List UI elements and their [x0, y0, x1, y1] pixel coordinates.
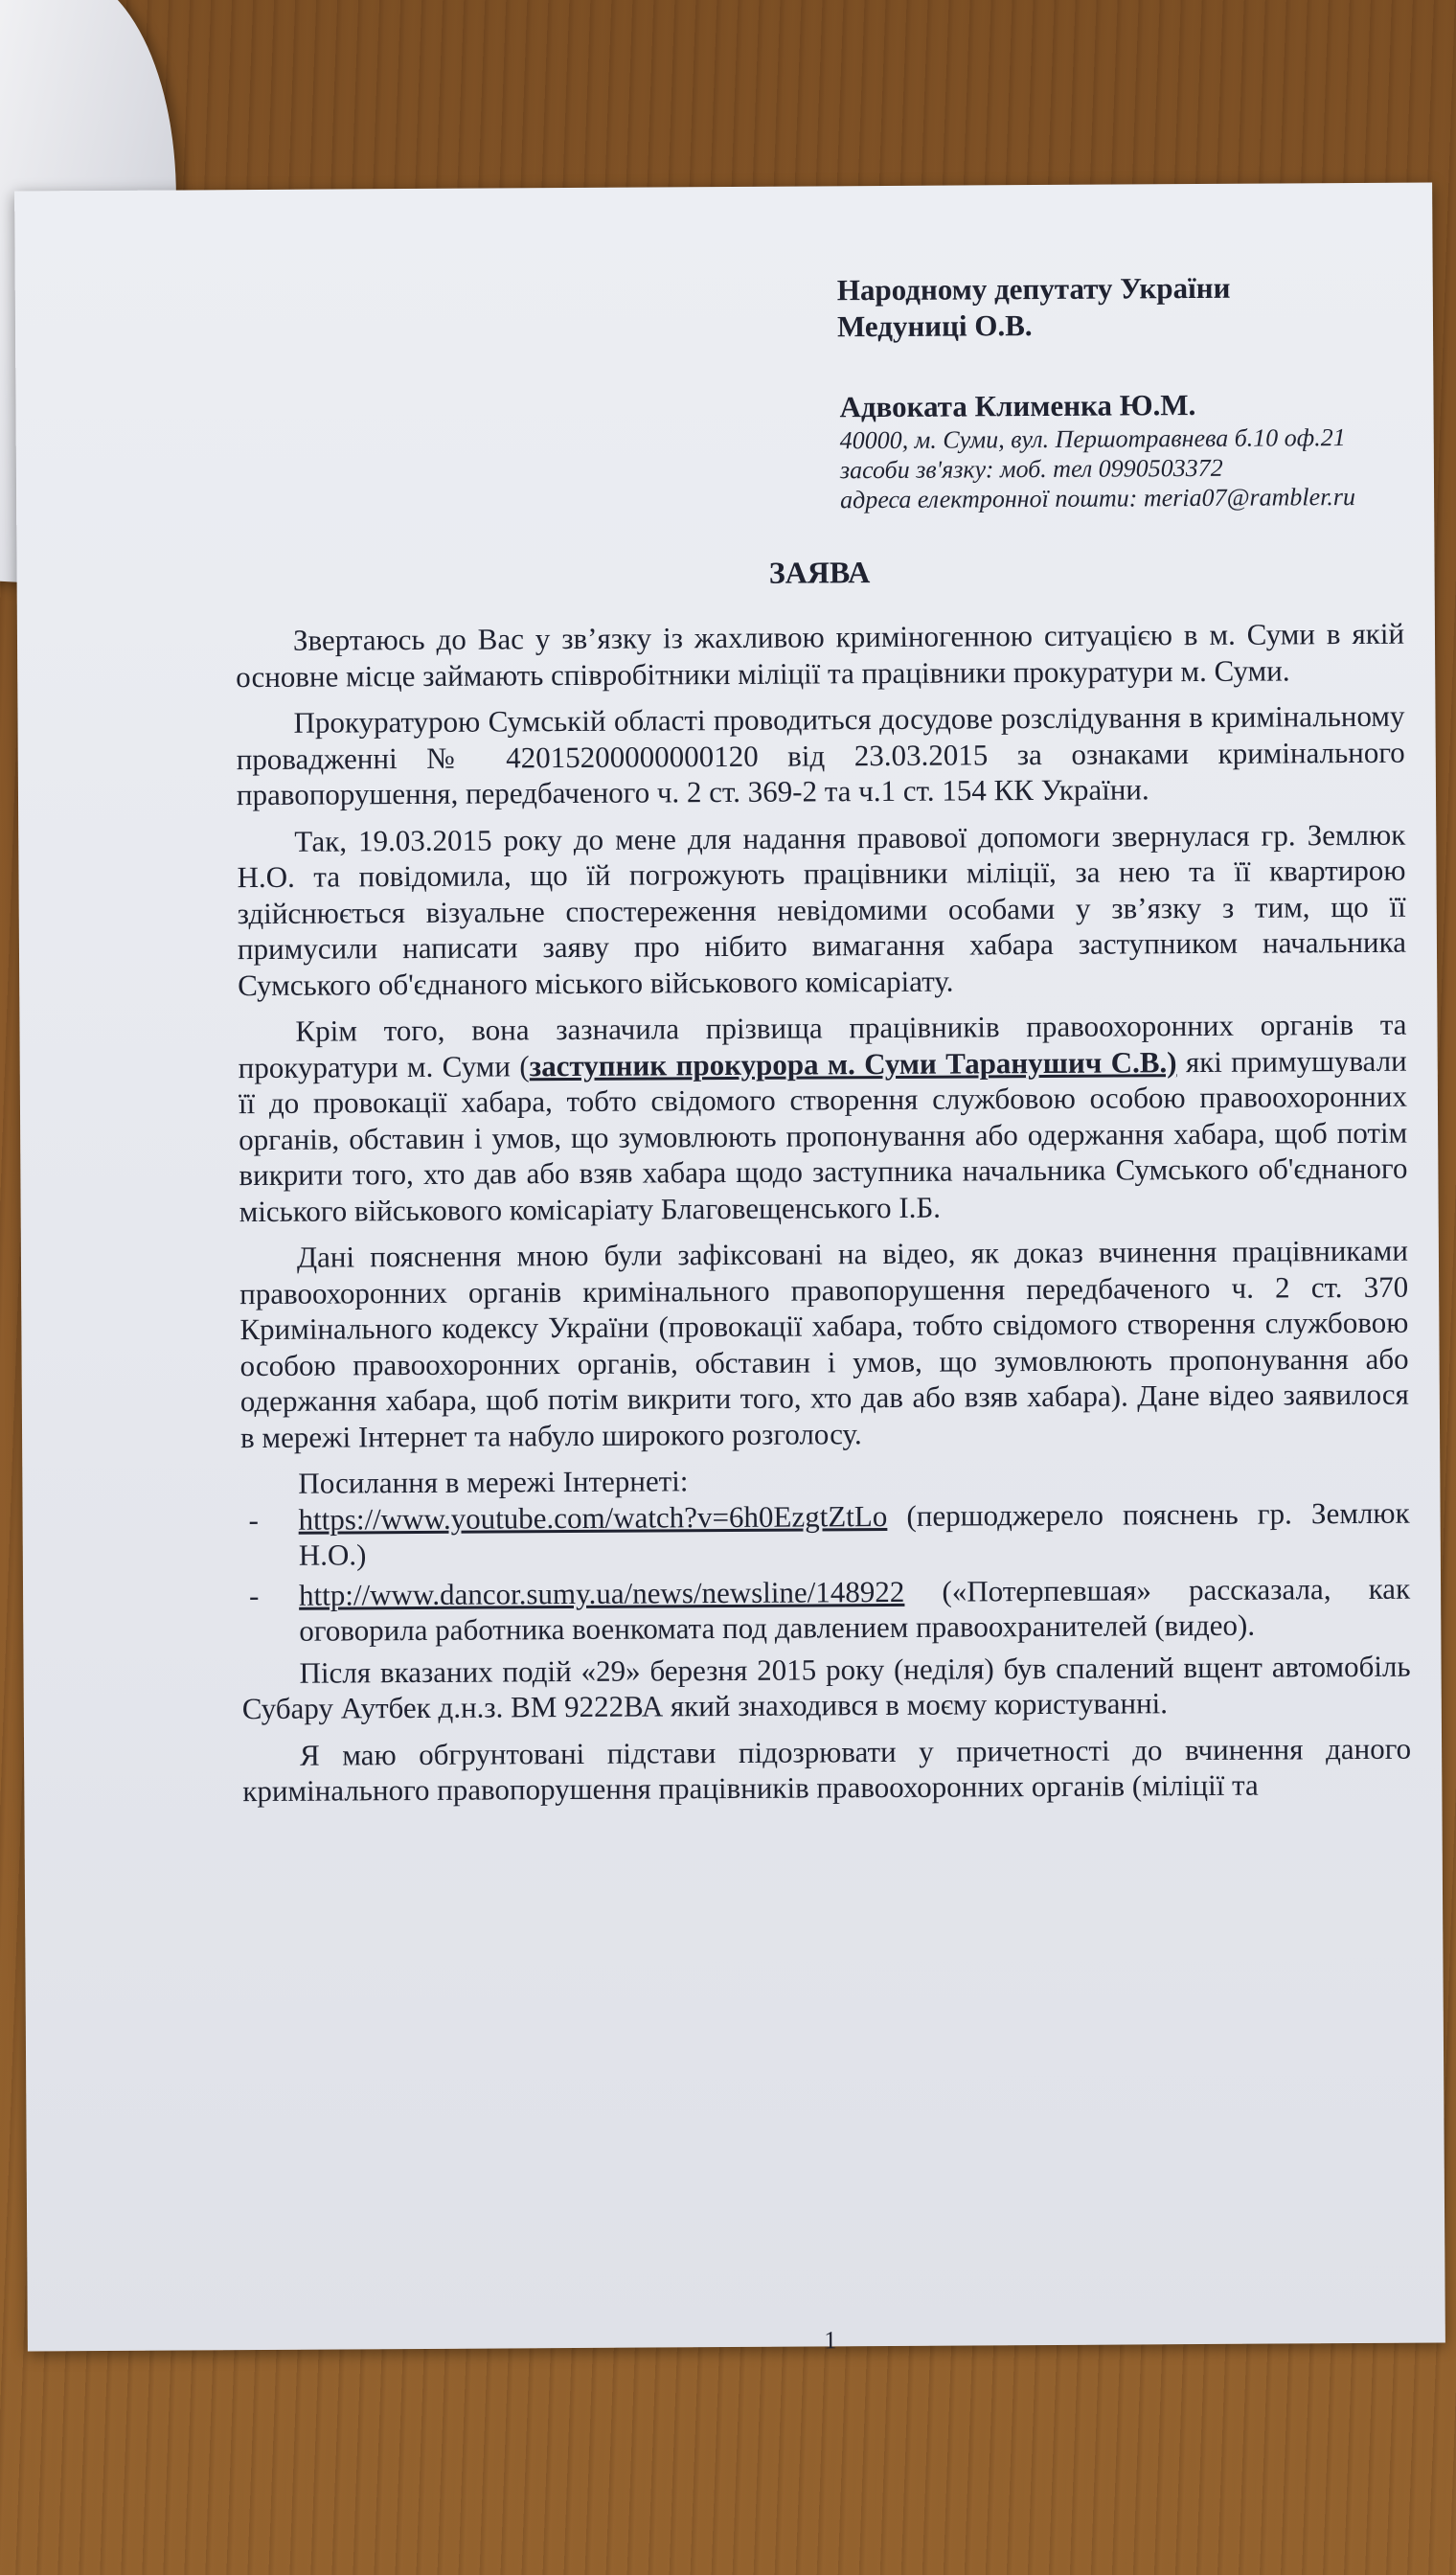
sender-phone: засоби зв'язку: моб. тел 0990503372 [839, 453, 1223, 484]
paragraph-4-start: Крім того, вона зазначила прізвища працівників правоохоронних органів та прокуратури м. Суми ( [238, 1007, 1407, 1084]
link-item-dancor [241, 1570, 1410, 1649]
paragraph-6: Після вказаних подій «29» березня 2015 року (неділя) був спалений вщент автомобіль Субару Аутбек д.н.з. ВМ 9222ВА який знаходився в моєму користуванні. [241, 1649, 1411, 1726]
document-page [14, 183, 1445, 2355]
paragraph-2: Прокуратурою Сумській області проводиться досудове розслідування в кримінальному провадженні № 42015200000000120 від 23.03.2015 за ознаками кримінального правопорушення, передбаченого ч. 2 ст. 369-2 та ч.1 ст. 154 КК України. [236, 698, 1405, 812]
paragraph-1: Звертаюсь до Вас у зв’язку із жахливою криміногенною ситуацією в м. Суми в якій основне місце займають співробітники міліції та працівники прокуратури м. Суми. [236, 616, 1405, 694]
dancor-link[interactable]: http://www.dancor.sumy.ua/news/newsline/148922 [298, 1574, 905, 1612]
addressee-line-1: Народному депутату України [836, 270, 1231, 308]
sender-block [839, 386, 1403, 514]
prosecutor-name-highlight: заступник прокурора м. Суми Таранушич С.В.) [529, 1044, 1177, 1082]
document-content [234, 269, 1412, 2355]
addressee-block [837, 269, 1402, 346]
links-heading: Посилання в мережі Інтернеті: [298, 1464, 689, 1500]
sender-email: адреса електронної пошти: meria07@rambler.ru [840, 482, 1356, 513]
youtube-link-note: (першоджерело пояснень гр. Землюк Н.О.) [298, 1495, 1410, 1572]
youtube-link[interactable]: https://www.youtube.com/watch?v=6h0EzgtZtLo [298, 1498, 888, 1537]
paragraph-4-end: які примушували її до провокації хабара, тобто свідомого створення службовою особою правоохоронних органів, обставин і умов, що зумовлюють пропонування або одержання хабара, щоб потім викрити того, хто дав або взяв хабара щодо заступника начальника Сумського об'єднаного міського військового комісаріату Благовещенського І.Б. [238, 1043, 1408, 1228]
sender-name: Адвоката Клименка Ю.М. [839, 388, 1196, 424]
paragraph-5: Дані пояснення мною були зафіксовані на відео, як доказ вчинення працівниками правоохоронних органів кримінального правопорушення передбаченого ч. 2 ст. 370 Кримінального кодексу України (провокації хабара, тобто свідомого створення службовою особою правоохоронних органів, обставин і умов, що зумовлюють пропонування або одержання хабара, щоб потім викрити того, хто дав або взяв хабара). Дане відео заявилося в мережі Інтернет та набуло широкого розголосу. [239, 1233, 1409, 1454]
document-title: ЗАЯВА [768, 554, 871, 590]
list-dash: - [248, 1502, 260, 1537]
page-number: 1 [824, 2326, 837, 2355]
addressee-line-2: Медуниці О.В. [836, 308, 1033, 344]
link-item-youtube [240, 1494, 1409, 1573]
sender-address: 40000, м. Суми, вул. Першотравнева б.10 оф.21 [839, 422, 1346, 454]
dancor-link-note: («Потерпевшая» рассказала, как оговорила работника военкомата под давлением правоохранителей (видео). [299, 1571, 1411, 1648]
paragraph-3: Так, 19.03.2015 року до мене для надання правової допомоги звернулася гр. Землюк Н.О. та повідомила, що їй погрожують працівники міліції, за нею та її квартирою здійснюється візуальне спостереження невідомими особами у зв’язку з тим, що її примусили написати заяву про нібито вимагання хабара заступником начальника Сумського об'єднаного міського військового комісаріату. [237, 817, 1407, 1002]
paragraph-4 [238, 1007, 1407, 1229]
paragraph-7: Я маю обгрунтовані підстави підозрювати у причетності до вчинення даного кримінального правопорушення працівників правоохоронних органів (міліції та [242, 1731, 1412, 1809]
list-dash: - [248, 1578, 260, 1612]
